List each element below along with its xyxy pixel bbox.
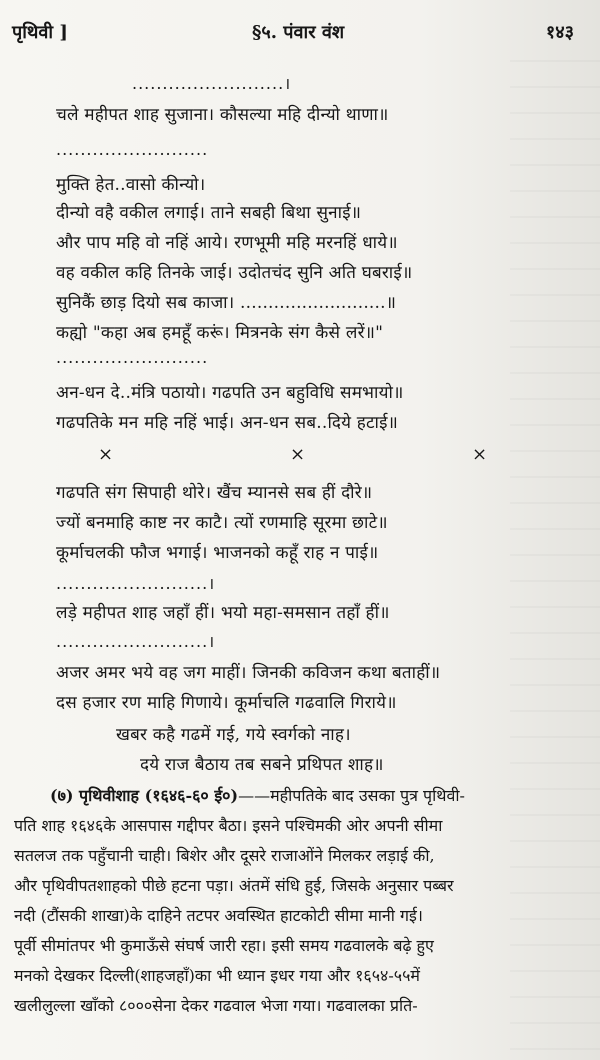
verse-line: दस हजार रण माहि गिणाये। कूर्माचलि गढवालि गिराये॥	[56, 693, 397, 713]
cross-mark: ×	[98, 444, 114, 465]
paragraph-line: खलीलुल्ला खाँको ८०००सेना देकर गढवाल भेजा गया। गढवालका प्रति-	[14, 996, 418, 1015]
ellipsis-line: .........................	[56, 140, 209, 159]
doha-line: दये राज बैठाय तब सबने प्रथिपत शाह॥	[140, 755, 384, 775]
ellipsis-line: .........................।	[56, 632, 216, 651]
paragraph-text: ——महीपतिके बाद उसका पुत्र पृथिवी-	[238, 786, 465, 805]
verse-line: मुक्ति हेत..वासो कीन्यो।	[56, 175, 206, 195]
verse-line: और पाप महि वो नहिं आये। रणभूमी महि मरनहिं धाये॥	[56, 233, 398, 253]
verse-line: दीन्यो वहै वकील लगाई। ताने सबही बिथा सुनाई॥	[56, 203, 362, 223]
page-header	[12, 14, 588, 50]
verse-line: वह वकील कहि तिनके जाई। उदोतचंद सुनि अति घबराई॥	[56, 263, 413, 283]
verse-line: ज्यों बनमाहि काष्ट नर काटै। त्यों रणमाहि सूरमा छाटे॥	[56, 513, 388, 533]
page-number: १४३	[545, 22, 574, 43]
paragraph-line: और पृथिवीपतशाहको पीछे हटना पड़ा। अंतमें संधि हुई, जिसके अनुसार पब्बर	[14, 876, 454, 895]
doha-line: खबर कहै गढमें गई, गये स्वर्गको नाह।	[116, 725, 351, 745]
paragraph-line: सतलज तक पहुँचानी चाही। बिशेर और दूसरे राजाओंने मिलकर लड़ाई की,	[14, 846, 435, 865]
verse-line: चले महीपत शाह सुजाना। कौसल्या महि दीन्यो थाणा॥	[56, 105, 389, 125]
verse-line: लड़े महीपत शाह जहाँ हीं। भयो महा-समसान तहाँ हीं॥	[56, 603, 390, 623]
paragraph-line: मनको देखकर दिल्ली(शाहजहाँ)का भी ध्यान इधर गया और १६५४-५५में	[14, 966, 420, 985]
section-label: पृथिवी ]	[12, 22, 68, 43]
ellipsis-line: .........................	[56, 348, 209, 367]
cross-mark: ×	[290, 444, 306, 465]
verse-line: गढपति संग सिपाही थोरे। खैंच म्यानसे सब हीं दौरे॥	[56, 483, 373, 503]
section-heading: (७) पृथिवीशाह (१६४६-६० ई०)	[50, 786, 239, 805]
cross-mark: ×	[472, 444, 488, 465]
ellipsis-line: .........................।	[56, 574, 216, 593]
verse-line: गढपतिके मन महि नहिं भाई। अन-धन सब..दिये हटाई॥	[56, 413, 399, 433]
verse-line: कह्यो "कहा अब हमहूँ करूं। मित्रनके संग कैसे लरें॥"	[56, 323, 384, 343]
verse-line: सुनिकैं छाड़ दियो सब काजा। ..........................॥	[56, 293, 397, 313]
ellipsis-line: .........................।	[132, 74, 292, 93]
chapter-title: §५. पंवार वंश	[252, 22, 345, 43]
verse-line: कूर्माचलकी फौज भगाई। भाजनको कहूँ राह न पाई॥	[56, 543, 379, 563]
verse-line: अजर अमर भये वह जग माहीं। जिनकी कविजन कथा बताहीं॥	[56, 663, 441, 683]
paragraph-line: पति शाह १६४६के आसपास गद्दीपर बैठा। इसने पश्चिमकी ओर अपनी सीमा	[14, 816, 443, 835]
paragraph-line: पूर्वी सीमांतपर भी कुमाऊँसे संघर्ष जारी रहा। इसी समय गढवालके बढ़े हुए	[14, 936, 434, 955]
paragraph-line: नदी (टौंसकी शाखा)के दाहिने तटपर अवस्थित हाटकोटी सीमा मानी गई।	[14, 906, 423, 925]
paragraph-line	[14, 782, 588, 810]
verse-line: अन-धन दे..मंत्रि पठायो। गढपति उन बहुविधि समभायो॥	[56, 383, 404, 403]
